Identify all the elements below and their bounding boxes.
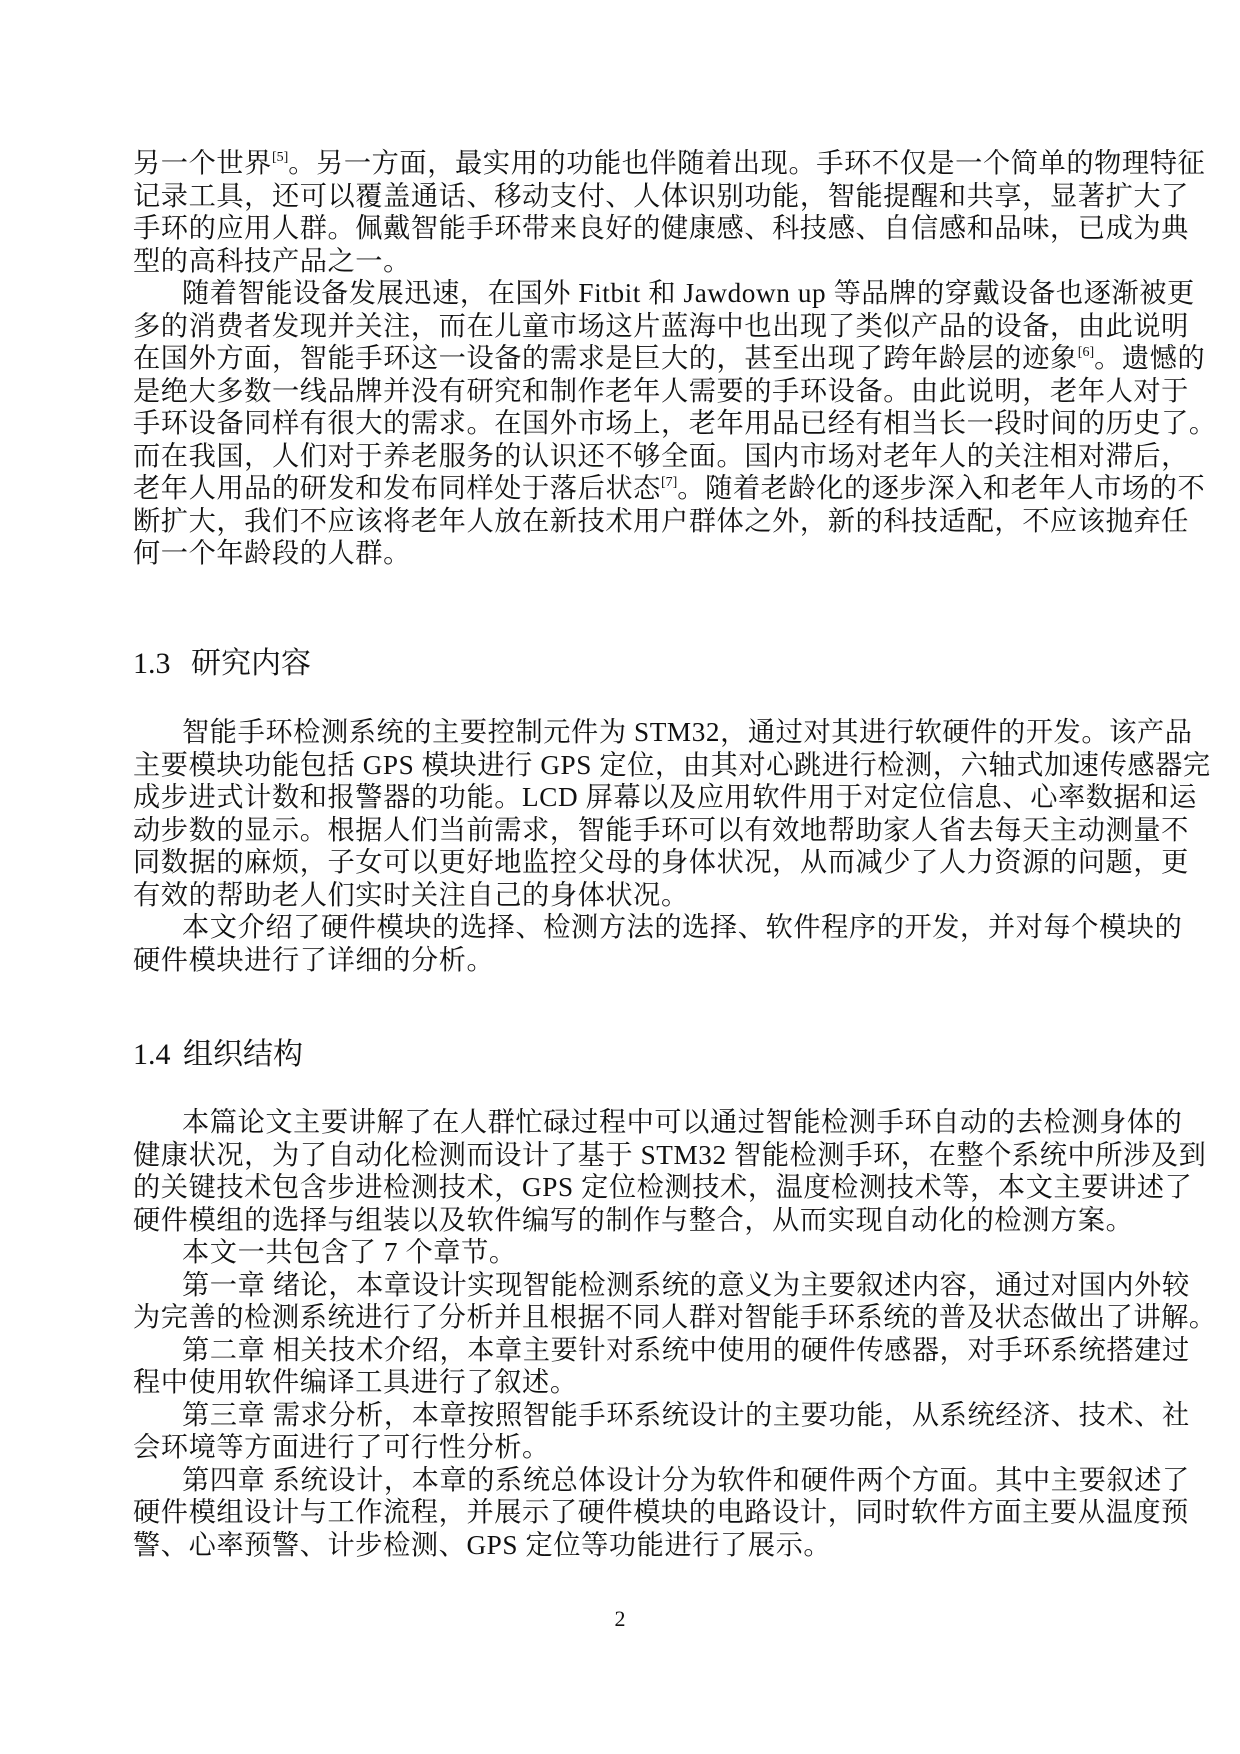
text-segment: 老年人用品的研发和发布同样处于落后状态: [133, 473, 661, 503]
text-segment: 在国外方面，智能手环这一设备的需求是巨大的，甚至出现了跨年龄层的迹象: [133, 343, 1078, 373]
section-heading-1-4: [133, 1037, 303, 1073]
text-line: 第四章 系统设计，本章的系统总体设计分为软件和硬件两个方面。其中主要叙述了: [182, 1465, 1190, 1495]
text-line: 型的高科技产品之一。: [133, 246, 411, 276]
text-segment: 另一个世界: [133, 148, 272, 178]
text-line: 动步数的显示。根据人们当前需求，智能手环可以有效地帮助家人省去每天主动测量不: [133, 815, 1189, 845]
text-line: 硬件模组设计与工作流程，并展示了硬件模块的电路设计，同时软件方面主要从温度预: [133, 1497, 1189, 1527]
text-line: [133, 472, 1206, 504]
text-line: [133, 147, 1206, 179]
text-line: [133, 342, 1206, 374]
text-line: 第一章 绪论，本章设计实现智能检测系统的意义为主要叙述内容，通过对国内外较: [182, 1270, 1190, 1300]
text-line: 主要模块功能包括 GPS 模块进行 GPS 定位，由其对心跳进行检测，六轴式加速传感器完: [133, 750, 1211, 780]
text-line: 本文一共包含了 7 个章节。: [182, 1237, 517, 1267]
text-line: 警、心率预警、计步检测、GPS 定位等功能进行了展示。: [133, 1530, 832, 1560]
text-line: 何一个年龄段的人群。: [133, 538, 411, 568]
text-line: 手环的应用人群。佩戴智能手环带来良好的健康感、科技感、自信感和品味，已成为典: [133, 213, 1189, 243]
citation-ref[interactable]: [7]: [660, 475, 678, 490]
text-line: 硬件模块进行了详细的分析。: [133, 945, 495, 975]
text-line: 程中使用软件编译工具进行了叙述。: [133, 1367, 578, 1397]
text-line: 手环设备同样有很大的需求。在国外市场上，老年用品已经有相当长一段时间的历史了。: [133, 408, 1217, 438]
text-line: 为完善的检测系统进行了分析并且根据不同人群对智能手环系统的普及状态做出了讲解。: [133, 1302, 1217, 1332]
text-line: 会环境等方面进行了可行性分析。: [133, 1432, 550, 1462]
text-segment: 。遗憾的: [1094, 343, 1206, 373]
text-line: 本文介绍了硬件模块的选择、检测方法的选择、软件程序的开发，并对每个模块的: [182, 912, 1183, 942]
text-line: 第三章 需求分析，本章按照智能手环系统设计的主要功能，从系统经济、技术、社: [182, 1400, 1190, 1430]
text-line: 同数据的麻烦，子女可以更好地监控父母的身体状况，从而减少了人力资源的问题，更: [133, 847, 1189, 877]
section-number: 1.3: [133, 647, 171, 680]
section-title: 研究内容: [191, 646, 311, 681]
page-number: 2: [614, 1606, 626, 1631]
text-line: 而在我国，人们对于养老服务的认识还不够全面。国内市场对老年人的关注相对滞后，: [133, 441, 1189, 471]
text-line: 健康状况，为了自动化检测而设计了基于 STM32 智能检测手环，在整个系统中所涉及到: [133, 1140, 1207, 1170]
text-line: 随着智能设备发展迅速，在国外 Fitbit 和 Jawdown up 等品牌的穿戴设备也逐渐被更: [182, 278, 1195, 308]
text-line: 硬件模组的选择与组装以及软件编写的制作与整合，从而实现自动化的检测方案。: [133, 1205, 1134, 1235]
text-line: 有效的帮助老人们实时关注自己的身体状况。: [133, 880, 689, 910]
section-title: 组织结构: [183, 1037, 303, 1072]
text-line: 成步进式计数和报警器的功能。LCD 屏幕以及应用软件用于对定位信息、心率数据和运: [133, 782, 1197, 812]
citation-ref[interactable]: [6]: [1077, 345, 1095, 360]
citation-ref[interactable]: [5]: [271, 150, 289, 165]
text-line: 是绝大多数一线品牌并没有研究和制作老年人需要的手环设备。由此说明，老年人对于: [133, 376, 1189, 406]
text-line: 的关键技术包含步进检测技术，GPS 定位检测技术，温度检测技术等，本文主要讲述了: [133, 1172, 1193, 1202]
section-heading-1-3: [133, 646, 311, 682]
text-line: 记录工具，还可以覆盖通话、移动支付、人体识别功能，智能提醒和共享，显著扩大了: [133, 181, 1189, 211]
text-segment: 。另一方面，最实用的功能也伴随着出现。手环不仅是一个简单的物理特征: [288, 148, 1206, 178]
section-number: 1.4: [133, 1038, 171, 1071]
text-segment: 。随着老龄化的逐步深入和老年人市场的不: [677, 473, 1206, 503]
text-line: 多的消费者发现并关注，而在儿童市场这片蓝海中也出现了类似产品的设备，由此说明: [133, 311, 1189, 341]
text-line: 本篇论文主要讲解了在人群忙碌过程中可以通过智能检测手环自动的去检测身体的: [182, 1107, 1183, 1137]
text-line: 第二章 相关技术介绍，本章主要针对系统中使用的硬件传感器，对手环系统搭建过: [182, 1335, 1190, 1365]
text-line: 智能手环检测系统的主要控制元件为 STM32，通过对其进行软硬件的开发。该产品: [182, 717, 1193, 747]
text-line: 断扩大，我们不应该将老年人放在新技术用户群体之外，新的科技适配，不应该抛弃任: [133, 506, 1189, 536]
